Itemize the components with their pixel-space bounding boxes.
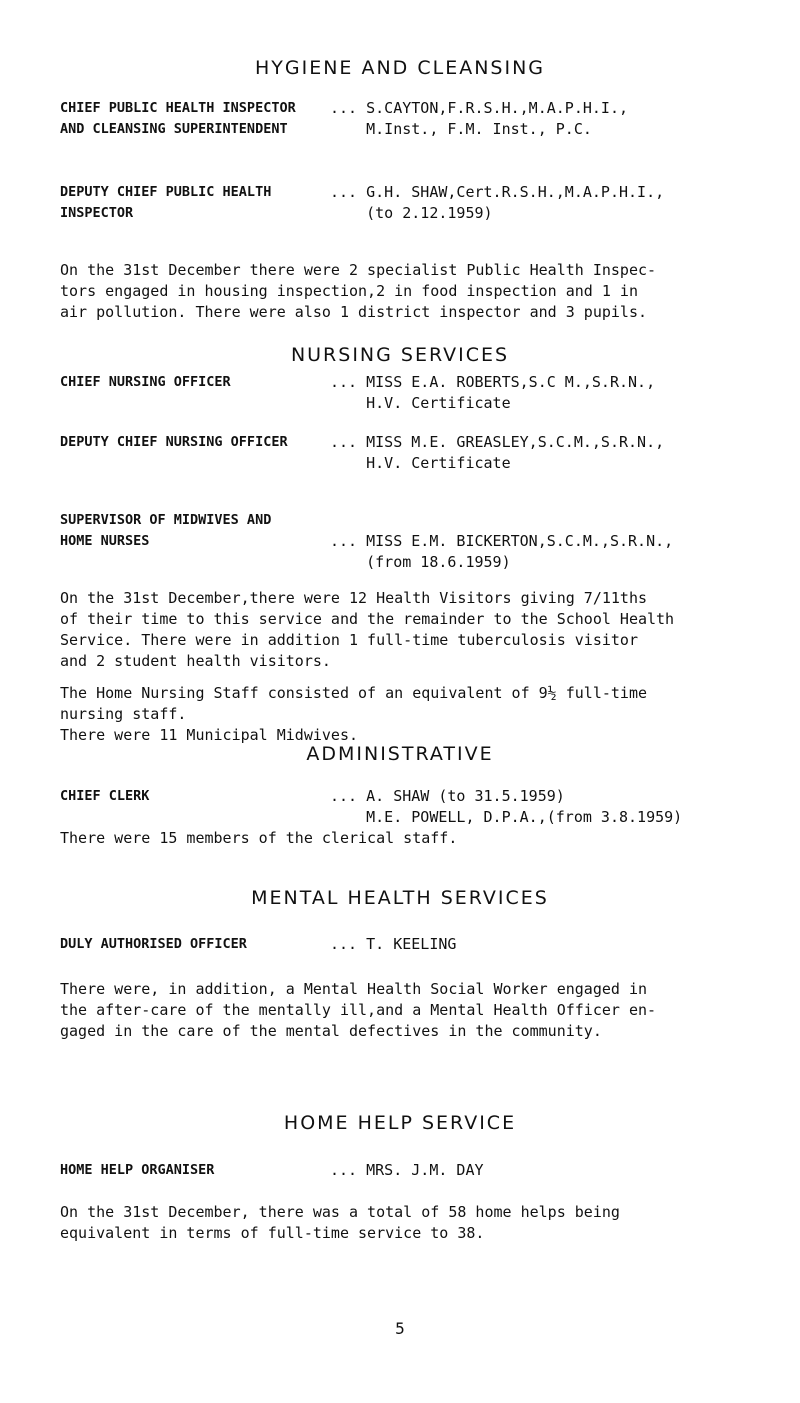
mental-health-heading: MENTAL HEALTH SERVICES xyxy=(251,887,549,909)
chief-nursing-officer-entry xyxy=(60,372,780,418)
deputy-nursing-officer-entry xyxy=(60,432,780,478)
chief-clerk-entry xyxy=(60,786,780,832)
chief-clerk-value: ... A. SHAW (to 31.5.1959) M.E. POWELL, D.P.A.,(from 3.8.1959) xyxy=(330,787,683,826)
chief-nursing-officer-value: ... MISS E.A. ROBERTS,S.C M.,S.R.N., H.V. Certificate xyxy=(330,373,656,412)
clerical-staff-paragraph: There were 15 members of the clerical staff. xyxy=(60,829,458,847)
deputy-nursing-officer-value: ... MISS M.E. GREASLEY,S.C.M.,S.R.N., H.V. Certificate xyxy=(330,433,665,472)
health-visitors-paragraph: On the 31st December,there were 12 Health Visitors giving 7/11ths of their time to this service and the remainder to the School Health Service. There were in addition 1 full-time tuberculosis visitor and 2 student health visitors. xyxy=(60,589,675,670)
authorised-officer-entry xyxy=(60,934,780,956)
midwives-supervisor-value: ... MISS E.M. BICKERTON,S.C.M.,S.R.N., (from 18.6.1959) xyxy=(330,532,674,571)
chief-nursing-officer-label: CHIEF NURSING OFFICER xyxy=(60,374,231,390)
administrative-heading: ADMINISTRATIVE xyxy=(306,743,494,765)
home-help-organiser-label: HOME HELP ORGANISER xyxy=(60,1162,215,1178)
home-help-organiser-value: ... MRS. J.M. DAY xyxy=(330,1161,484,1179)
page-number: 5 xyxy=(395,1319,405,1338)
chief-inspector-label: CHIEF PUBLIC HEALTH INSPECTOR AND CLEANSING SUPERINTENDENT xyxy=(60,100,296,137)
home-help-heading: HOME HELP SERVICE xyxy=(283,1112,517,1134)
authorised-officer-value: ... T. KEELING xyxy=(330,935,457,953)
home-help-organiser-entry xyxy=(60,1160,780,1182)
inspectors-paragraph: On the 31st December there were 2 specialist Public Health Inspec- tors engaged in housing inspection,2 in food inspection and 1 in air pollution. There were also 1 district inspector and 3 pupils. xyxy=(60,261,657,321)
nursing-services-heading: NURSING SERVICES xyxy=(290,344,510,366)
midwives-supervisor-entry xyxy=(60,510,780,571)
deputy-inspector-value: ... G.H. SHAW,Cert.R.S.H.,M.A.P.H.I., (to 2.12.1959) xyxy=(330,183,665,222)
chief-inspector-value: ... S.CAYTON,F.R.S.H.,M.A.P.H.I., M.Inst., F.M. Inst., P.C. xyxy=(330,99,629,138)
chief-clerk-label: CHIEF CLERK xyxy=(60,788,150,804)
deputy-inspector-entry xyxy=(60,182,780,228)
chief-inspector-entry xyxy=(60,98,780,144)
home-nursing-paragraph: The Home Nursing Staff consisted of an equivalent of 9½ full-time nursing staff. There were 11 Municipal Midwives. xyxy=(60,684,647,744)
authorised-officer-label: DULY AUTHORISED OFFICER xyxy=(60,936,247,952)
home-help-paragraph: On the 31st December, there was a total of 58 home helps being equivalent in terms of full-time service to 38. xyxy=(60,1203,620,1242)
page-title: HYGIENE AND CLEANSING xyxy=(254,57,546,79)
deputy-nursing-officer-label: DEPUTY CHIEF NURSING OFFICER xyxy=(60,434,288,450)
mental-health-paragraph: There were, in addition, a Mental Health Social Worker engaged in the after-care of the mentally ill,and a Mental Health Officer en- gaged in the care of the mental defectives in the community. xyxy=(60,980,657,1040)
midwives-supervisor-label: SUPERVISOR OF MIDWIVES AND HOME NURSES xyxy=(60,512,272,549)
deputy-inspector-label: DEPUTY CHIEF PUBLIC HEALTH INSPECTOR xyxy=(60,184,272,221)
